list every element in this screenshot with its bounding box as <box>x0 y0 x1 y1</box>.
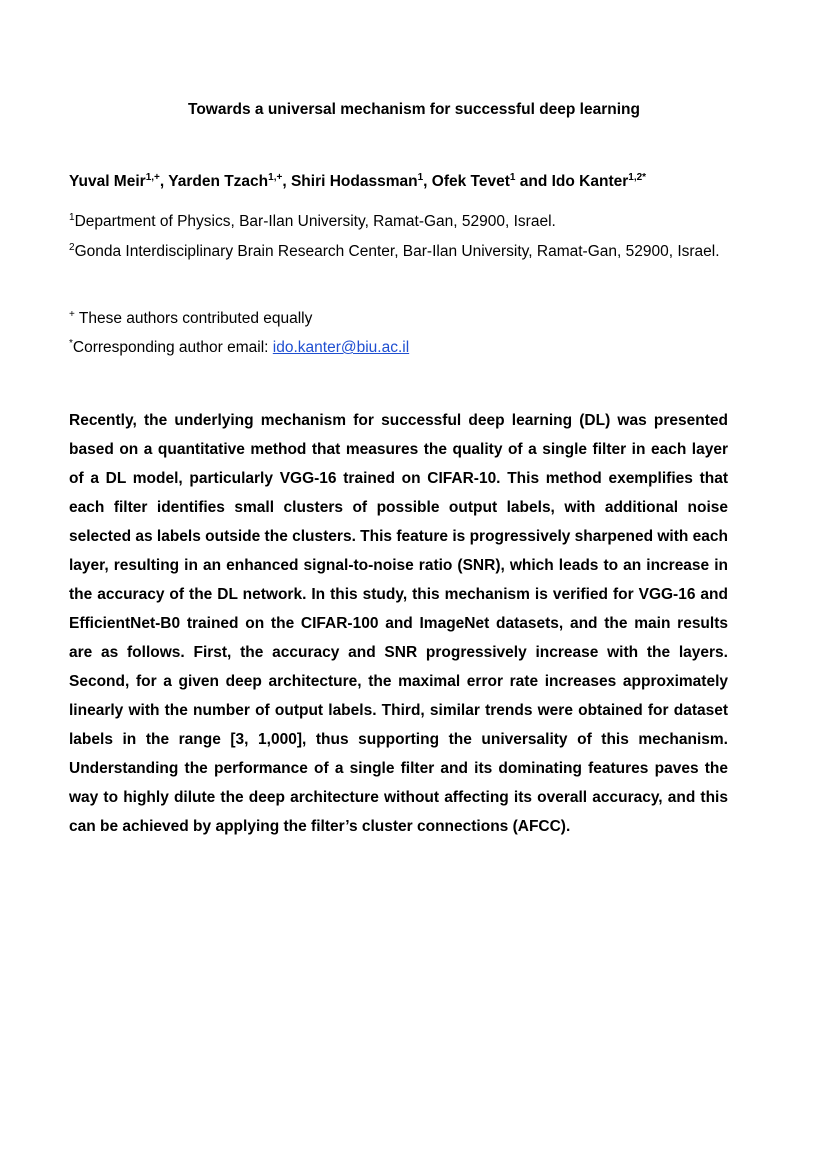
note-mark: + <box>69 308 75 320</box>
affiliation-2 <box>69 237 734 266</box>
affiliation-mark: 2 <box>69 241 75 253</box>
author-affiliation-mark: 1,+ <box>145 171 160 183</box>
note-text: These authors contributed equally <box>74 310 313 327</box>
author-affiliation-mark: 1,2* <box>628 171 647 183</box>
author-affiliation-mark: 1 <box>417 171 424 183</box>
abstract: Recently, the underlying mechanism for successful deep learning (DL) was presented based on a quantitative method that measures the quality of a single filter in each layer of a DL model, particularly VGG-16 trained on CIFAR-10. This method exemplifies that each filter identifies small clusters of possible output labels, with additional noise selected as labels outside the clusters. This feature is progressively sharpened with each layer, resulting in an enhanced signal-to-noise ratio (SNR), which leads to an increase in the accuracy of the DL network. In this study, this mechanism is verified for VGG-16 and EfficientNet-B0 trained on the CIFAR-100 and ImageNet datasets, and the main results are as follows. First, the accuracy and SNR progressively increase with the layers. Second, for a given deep architecture, the maximal error rate increases approximately linearly with the number of output labels. Third, similar trends were obtained for dataset labels in the range [3, 1,000], thus supporting the universality of this mechanism. Understanding the performance of a single filter and its dominating features paves the way to highly dilute the deep architecture without affecting its overall accuracy, and this can be achieved by applying the filter’s cluster connections (AFCC). <box>69 412 728 835</box>
note-mark: * <box>69 337 73 349</box>
author-separator: , <box>159 173 169 190</box>
author-name: Ofek Tevet <box>431 173 510 190</box>
equal-contribution-note <box>69 308 312 330</box>
email-link[interactable]: ido.kanter@biu.ac.il <box>272 339 410 356</box>
note-text: Corresponding author email: <box>72 339 273 356</box>
corresponding-author-note <box>69 337 409 359</box>
author-affiliation-mark: 1,+ <box>268 171 283 183</box>
author-name: Yuval Meir <box>69 173 146 190</box>
author-list <box>69 171 769 193</box>
author-name: Yarden Tzach <box>168 173 269 190</box>
affiliation-mark: 1 <box>69 211 75 223</box>
author-name: Ido Kanter <box>551 173 629 190</box>
paper-title: Towards a universal mechanism for successful deep learning <box>188 101 640 118</box>
affiliation-text: Gonda Interdisciplinary Brain Research Center, Bar-Ilan University, Ramat-Gan, 52900, Israel. <box>74 243 720 260</box>
author-separator: , <box>423 173 432 190</box>
author-name: Shiri Hodassman <box>290 173 418 190</box>
author-affiliation-mark: 1 <box>509 171 516 183</box>
author-separator: and <box>515 173 552 190</box>
affiliation-text: Department of Physics, Bar-Ilan University, Ramat-Gan, 52900, Israel. <box>74 213 556 230</box>
affiliation-1 <box>69 207 734 236</box>
author-separator: , <box>282 173 291 190</box>
